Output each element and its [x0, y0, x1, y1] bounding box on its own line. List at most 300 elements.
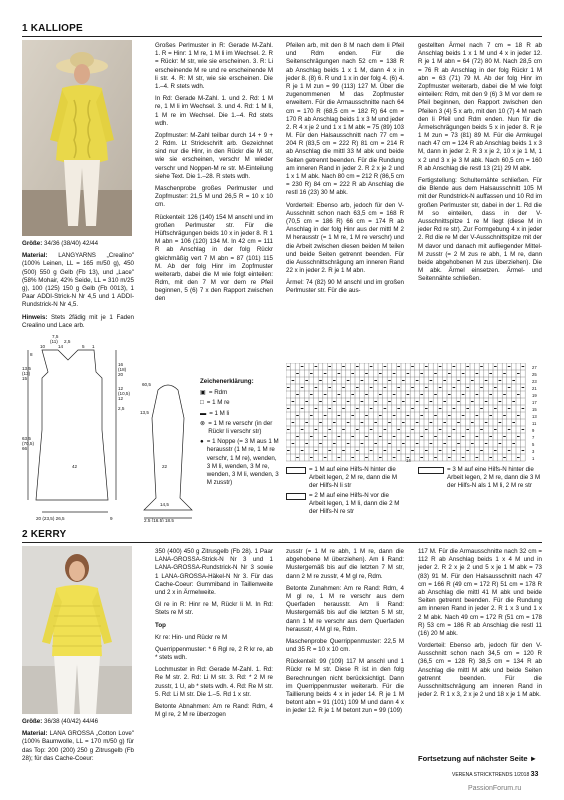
chart-stitch-mark [457, 401, 460, 402]
cable-legend-text: = 1 M auf eine Hilfs-N hinter die Arbeit legen, 2 M re, dann die M der Hilfs-N li str [309, 466, 398, 490]
chart-stitch-mark [361, 443, 364, 444]
chart-stitch-mark [480, 408, 483, 409]
chart-stitch-mark [453, 408, 456, 409]
chart-stitch-mark [434, 373, 437, 374]
legend-symbols [200, 378, 280, 487]
pattern-paragraph: Zopfmuster: M-Zahl teilbar durch 14 + 9 + 2 Rdm. Lt Strickschrift arb. Gezeichnet sind nur die Hinr, in den Rückr die M str, wie sie erscheinen, verschr M wieder verschr und Noppen-M re str. M-Einteilung siehe Text. Die 1.–28. R stets wdh. [155, 131, 273, 180]
chart-stitch-mark [328, 387, 331, 388]
chart-row-number: 15 [532, 407, 537, 412]
chart-stitch-mark [379, 436, 382, 437]
chart-stitch-mark [448, 373, 451, 374]
chart-stitch-mark [319, 443, 322, 444]
chart-stitch-mark [466, 429, 469, 430]
size-label: Größe: [22, 718, 43, 725]
column-patterns-kerry [155, 548, 273, 723]
diagram-label: 63,5 [22, 436, 31, 441]
chart-stitch-mark [384, 429, 387, 430]
chart-stitch-mark [361, 380, 364, 381]
chart-stitch-mark [448, 436, 451, 437]
chart-stitch-mark [292, 443, 295, 444]
chart-stitch-mark [351, 394, 354, 395]
chart-stitch-mark [319, 401, 322, 402]
chart-stitch-mark [522, 387, 525, 388]
size-label: Größe: [22, 240, 43, 247]
chart-stitch-mark [457, 380, 460, 381]
chart-stitch-mark [393, 373, 396, 374]
legend-item [200, 389, 280, 397]
cable-legend [286, 466, 542, 524]
pattern-paragraph: Kr re: Hin- und Rückr re M [155, 633, 228, 641]
chart-stitch-mark [319, 380, 322, 381]
chart-stitch-mark [365, 415, 368, 416]
chart-stitch-mark [494, 366, 497, 367]
chart-row-number: 27 [532, 365, 537, 370]
pattern-paragraph: Gl re in R: Hinr re M, Rückr li M. In Rd: Stets re M str. [155, 601, 273, 617]
chart-stitch-mark [379, 415, 382, 416]
chart-stitch-mark [411, 429, 414, 430]
chart-stitch-mark [296, 415, 299, 416]
chart-stitch-mark [485, 422, 488, 423]
legend-symbol-icon: ▬ [200, 409, 207, 417]
chart-stitch-mark [508, 366, 511, 367]
section-title-kerry: 2 KERRY [22, 529, 67, 540]
chart-stitch-mark [522, 450, 525, 451]
instruction-paragraph: Fertigstellung: Schulternähte schließen. Für die Blende aus dem Halsausschnitt 105 M mit der Rundstrick-N auffassen und 10 Rd im großen Perlmuster str, dabei in der 1. Rd die M so einteilen, dass in der V-Ausschnittspitze 1 re M liegt (diese M in jeder Rd re str). Zur Formgebung 4 x in jeder 2. Rd die re M der V-Ausschnittspitze mit der M davor und danach mit aufliegender Mittel-M zusstr (= 2 M zus re abh, 1 M re, dann beide abgehobenen M zus überziehen). Die M abk. Ärmel einsetzen. Ärmel- und Seitennähte schließen. [418, 177, 542, 283]
diagram-label: 20 [118, 372, 124, 377]
chart-stitch-mark [397, 366, 400, 367]
chart-stitch-mark [453, 429, 456, 430]
chart-stitch-mark [443, 422, 446, 423]
chart-stitch-mark [480, 429, 483, 430]
chart-stitch-mark [512, 422, 515, 423]
chart-stitch-mark [374, 443, 377, 444]
diagram-label: 13,5 [22, 366, 31, 371]
chart-row-number: 25 [532, 372, 537, 377]
chart-stitch-mark [310, 394, 313, 395]
chart-stitch-mark [420, 373, 423, 374]
chart-stitch-mark [315, 450, 318, 451]
chart-stitch-mark [379, 373, 382, 374]
pattern-paragraph: Lochmuster in Rd: Gerade M-Zahl. 1. Rd: Re M str. 2. Rd: Li M str. 3. Rd: * 2 M re zusstr, 1 U, ab * stets wdh. 4. Rd: Re M str. 5. Rd: Li M str. Die 1.–5. Rd 1 x str. [155, 666, 273, 698]
chart-stitch-mark [305, 443, 308, 444]
instruction-paragraph: Ärmel: 74 (82) 90 M anschl und im großen Perlmuster str. Für die aus- [286, 279, 404, 295]
chart-stitch-mark [384, 408, 387, 409]
chart-stitch-mark [439, 450, 442, 451]
chart-stitch-mark [324, 457, 327, 458]
chart-row-number: 1 [532, 456, 535, 461]
chart-stitch-mark [425, 408, 428, 409]
chart-stitch-mark [416, 443, 419, 444]
chart-stitch-mark [338, 394, 341, 395]
footer-title: VERENA STRICKTRENDS 1/2018 [452, 772, 530, 778]
chart-stitch-mark [338, 457, 341, 458]
schematic-sleeve [140, 378, 196, 522]
chart-stitch-mark [310, 373, 313, 374]
chart-stitch-mark [420, 457, 423, 458]
chart-stitch-mark [503, 436, 506, 437]
chart-stitch-mark [476, 394, 479, 395]
chart-stitch-mark [499, 443, 502, 444]
chart-stitch-mark [407, 415, 410, 416]
chart-stitch-mark [402, 422, 405, 423]
cable-legend-text: = 3 M auf eine Hilfs-N hinter die Arbeit legen, 2 M re, dann die 3 M der Hilfs-N als 1 M li, 2 M re str [447, 466, 541, 490]
watermark: PassionForum.ru [468, 785, 522, 792]
chart-stitch-mark [356, 387, 359, 388]
chart-stitch-mark [333, 443, 336, 444]
column-back-kerry [286, 548, 404, 720]
chart-stitch-mark [324, 436, 327, 437]
chart-stitch-mark [439, 366, 442, 367]
column-patterns-kalliope [155, 42, 273, 308]
chart-stitch-mark [512, 443, 515, 444]
chart-stitch-mark [328, 429, 331, 430]
chart-stitch-mark [301, 450, 304, 451]
legend-text: = 1 M li [209, 409, 230, 417]
diagram-label: 2,5 [64, 339, 71, 344]
legend-text: = 1 M re verschr (in der Rückr li verschr str) [208, 419, 273, 435]
chart-stitch-mark [443, 401, 446, 402]
chart-stitch-mark [365, 373, 368, 374]
chart-stitch-mark [351, 436, 354, 437]
instruction-paragraph: gestellten Ärmel nach 7 cm = 18 R ab Anschlag beids 1 x 1 M und 4 x in jeder 12. R je 1 M abn = 64 (72) 80 M. Nach 28,5 cm = 76 R ab Anschlag in der folg Rückr 1 M abn = 63 (71) 79 M. Ab der folg Hinr im Zopfmuster weiterarb, dabei die M wie folgt einteilen: Rdm, mit den 9 (6) 3 M vor dem re Pfeil beginnen, den Rapport zwischen den Pfeilen 3 (4) 5 x arb, mit den 10 (7) 4 M nach den li Pfeil und Rdm enden. Nun für die Ärmelschrägungen beids 5 x in jeder 8. R je 1 M zun = 73 (81) 89 M. Für die Armkugel nach 47 cm = 124 R ab Anschlag beids 1 x 3 M, dann in jeder 2. R 3 x je 2, 10 x je 1 M, 1 x 2 und 3 x je 3 M abk. Nach 60,5 cm = 160 R ab Anschlag die restl 13 (21) 29 M abk. [418, 42, 542, 172]
material-label: Material: [22, 252, 48, 260]
chart-stitch-mark [370, 408, 373, 409]
chart-stitch-mark [425, 366, 428, 367]
size-value: 34/36 (38/40) 42/44 [44, 240, 99, 247]
hint-text: Stets 2fädig mit je 1 Faden Crealino und Lace arb. [22, 313, 134, 329]
chart-stitch-mark [489, 457, 492, 458]
chart-stitch-mark [466, 408, 469, 409]
instruction-paragraph: Pfeilen arb, mit den 8 M nach dem li Pfeil und Rdm enden. Für die Seitenschrägungen nach 52 cm = 138 R ab Anschlag beids 1 x 1 M, dann 4 x in jeder 8. (8) 6. R und 1 x in der folg 4. (6) 4. R je 1 M zun = 99 (113) 127 M. Über die zugenommenen M das Zopfmuster erweitern. Für die Armausschnitte nach 64 cm = 170 R (68,5 cm = 182 R) 64 cm = 170 R ab Anschlag beids 1 x 3 M und jeder 2. R 4 x je 2 und 1 x 1 M abk = 75 (89) 103 M. Für den Halsausschnitt nach 77 cm = 204 R (83,5 cm = 222 R) 81 cm = 214 R ab Anschlag die mittl 33 M abk und beide Seiten getrennt beenden. Für die Rundung am inneren Rand in jeder 2. R 2 x je 2 und 1 x 1 M abk. Nach 80 cm = 212 R (86,5 cm = 230 R) 84 cm = 222 R ab Anschlag die restl 16 (23) 30 M abk. [286, 42, 404, 197]
chart-stitch-mark [462, 415, 465, 416]
chart-stitch-mark [443, 443, 446, 444]
chart-stitch-mark [338, 373, 341, 374]
chart-stitch-mark [462, 394, 465, 395]
chart-stitch-mark [499, 380, 502, 381]
chart-stitch-mark [476, 415, 479, 416]
chart-stitch-mark [287, 366, 290, 367]
cable-symbol-icon [286, 467, 306, 474]
diagram-label: 7,5 [52, 334, 59, 339]
column-sleeve-finishing-kalliope [418, 42, 542, 287]
chart-stitch-mark [517, 373, 520, 374]
chart-stitch-mark [305, 401, 308, 402]
chart-stitch-mark [356, 366, 359, 367]
instruction-paragraph: Vorderteil: Ebenso arb, jedoch für den V-Ausschnitt schon nach 63,5 cm = 168 R (70,5 cm = 186 R) 66 cm = 174 R ab Anschlag in der folg Hinr aus der mittl M 2 M herausstr (= 1 M re, 1 M re verschr) und die Arbeit zwischen diesen beiden M teilen und beide Seiten getrennt beenden. Für die Ausschnittschrägung am inneren Rand 22 x in jeder 2. R je 1 M abn. [286, 201, 404, 275]
chart-stitch-mark [462, 436, 465, 437]
chart-stitch-mark [379, 457, 382, 458]
chart-stitch-mark [397, 429, 400, 430]
chart-stitch-mark [448, 415, 451, 416]
chart-stitch-mark [356, 450, 359, 451]
diagram-label: 2,5 [118, 406, 125, 411]
chart-stitch-mark [287, 450, 290, 451]
chart-stitch-mark [393, 415, 396, 416]
chart-stitch-mark [402, 401, 405, 402]
chart-stitch-mark [365, 436, 368, 437]
chart-stitch-mark [370, 450, 373, 451]
chart-stitch-mark [347, 422, 350, 423]
chart-stitch-mark [420, 436, 423, 437]
chart-stitch-mark [301, 429, 304, 430]
model-photo-kalliope [22, 40, 132, 236]
chart-stitch-mark [328, 408, 331, 409]
pattern-paragraph: Großes Perlmuster in R: Gerade M-Zahl. 1. R = Hinr: 1 M re, 1 M li im Wechsel. 2. R = Rückr: M str, wie sie erscheinen. 3. R: Li erscheinende M re und re erscheinende M li str. 4. R: M str, wie sie erscheinen. Die 1.–4. R stets wdh. [155, 42, 273, 90]
chart-stitch-mark [480, 450, 483, 451]
chart-stitch-mark [356, 408, 359, 409]
chart-stitch-mark [517, 436, 520, 437]
chart-stitch-mark [517, 394, 520, 395]
chart-stitch-mark [489, 373, 492, 374]
chart-stitch-mark [287, 387, 290, 388]
column-back-front-kalliope [286, 42, 404, 300]
column-front-kerry [418, 548, 542, 703]
chart-stitch-mark [517, 457, 520, 458]
legend-symbol-icon: ▣ [200, 389, 206, 397]
legend-text: = 1 Noppe (= 3 M aus 1 M herausstr (1 M re, 1 M re verschr, 1 M re), wenden, 3 M li, wenden, 3 M re, wenden, 3 M li, wenden, 3 M zusstr) [206, 438, 279, 487]
pattern-paragraph: 350 (400) 450 g Zitrusgelb (Fb 28). 1 Paar LANA-GROSSA-Strick-N Nr 3 und 1 LANA-GROSSA-Rundstrick-N Nr 3 sowie 1 LANA-GROSSA-Häkel-N Nr 3. Für das Cache-Coeur: Gummiband in Taillenweite und 2 x in Ärmelweite. [155, 548, 273, 596]
instruction-paragraph: Vorderteil: Ebenso arb, jedoch für den V-Ausschnitt schon nach 34,5 cm = 120 R (36,5 cm = 128 R) 38,5 cm = 134 R ab Anschlag die mittl M abk und beide Seiten getrennt beenden. Für die Ausschnittschrägung am inneren Rand in jeder 2. R 1 x 3, 2 x je 2 und 18 x je 1 M abk. [418, 642, 542, 699]
chart-stitch-mark [471, 380, 474, 381]
chart-stitch-mark [342, 450, 345, 451]
chart-stitch-mark [374, 401, 377, 402]
chart-stitch-mark [296, 457, 299, 458]
chart-stitch-mark [508, 429, 511, 430]
page-number: 33 [530, 771, 539, 778]
chart-stitch-mark [397, 408, 400, 409]
section-divider [22, 36, 542, 37]
column-materials-kerry [22, 718, 134, 767]
chart-stitch-mark [439, 408, 442, 409]
chart-stitch-mark [508, 408, 511, 409]
chart-stitch-mark [485, 443, 488, 444]
chart-stitch-mark [388, 443, 391, 444]
knitting-chart [286, 363, 542, 463]
chart-stitch-mark [476, 436, 479, 437]
diagram-label: 13,5 [140, 410, 149, 415]
chart-stitch-mark [310, 457, 313, 458]
chart-stitch-mark [448, 394, 451, 395]
legend-text: = Rdm [208, 389, 228, 397]
chart-stitch-mark [370, 366, 373, 367]
chart-stitch-mark [476, 373, 479, 374]
chart-stitch-mark [305, 380, 308, 381]
chart-stitch-mark [462, 457, 465, 458]
chart-stitch-mark [453, 366, 456, 367]
chart-stitch-mark [508, 387, 511, 388]
chart-stitch-mark [416, 380, 419, 381]
chart-stitch-mark [361, 422, 364, 423]
chart-stitch-mark [324, 415, 327, 416]
diagram-label: 15 [22, 376, 28, 381]
chart-stitch-mark [397, 387, 400, 388]
chart-row-number: 23 [532, 379, 537, 384]
chart-row-number: 9 [532, 428, 535, 433]
chart-stitch-mark [494, 450, 497, 451]
chart-stitch-mark [430, 401, 433, 402]
chart-stitch-mark [328, 450, 331, 451]
legend-item [200, 410, 280, 418]
chart-row-number: 13 [532, 414, 537, 419]
chart-stitch-mark [365, 394, 368, 395]
diagram-label: 9 [110, 516, 113, 521]
chart-stitch-mark [374, 380, 377, 381]
chart-stitch-mark [370, 429, 373, 430]
legend-item [200, 438, 280, 487]
chart-stitch-mark [448, 457, 451, 458]
legend-symbol-icon: ● [200, 438, 204, 446]
chart-stitch-mark [425, 429, 428, 430]
chart-stitch-mark [462, 373, 465, 374]
size-value: 36/38 (40/42) 44/46 [44, 718, 99, 725]
chart-stitch-mark [342, 387, 345, 388]
chart-stitch-mark [489, 394, 492, 395]
chart-row-number: 17 [532, 400, 537, 405]
diagram-label: 10 [40, 344, 46, 349]
chart-stitch-mark [434, 415, 437, 416]
chart-stitch-mark [517, 415, 520, 416]
chart-stitch-mark [338, 436, 341, 437]
chart-stitch-mark [361, 401, 364, 402]
chart-stitch-mark [310, 415, 313, 416]
subheading-top: Top [155, 621, 166, 629]
chart-stitch-mark [342, 366, 345, 367]
chart-stitch-mark [301, 366, 304, 367]
cable-legend-text: = 2 M auf eine Hilfs-N vor die Arbeit legen, 1 M li, dann die 2 M der Hilfs-N re str [309, 492, 400, 516]
chart-stitch-mark [434, 394, 437, 395]
chart-stitch-mark [443, 380, 446, 381]
chart-stitch-mark [503, 373, 506, 374]
chart-stitch-mark [315, 408, 318, 409]
pattern-paragraph: Betonte Abnahmen: Am re Rand: Rdm, 4 M gl re, 2 M re überzogen [155, 703, 273, 719]
chart-stitch-mark [379, 394, 382, 395]
chart-stitch-mark [466, 387, 469, 388]
section-divider [22, 542, 542, 543]
diagram-label: 1 [92, 344, 95, 349]
chart-stitch-mark [522, 408, 525, 409]
chart-row-number: 11 [532, 421, 537, 426]
instruction-paragraph: Maschenprobe Querrippenmuster: 22,5 M und 35 R = 10 x 10 cm. [286, 637, 404, 654]
diagram-label: 20 (23,5) 26,5 [36, 516, 65, 521]
diagram-label: 8 [30, 352, 33, 357]
chart-stitch-mark [365, 457, 368, 458]
chart-stitch-mark [388, 422, 391, 423]
chart-stitch-mark [393, 394, 396, 395]
material-text: LANA GROSSA „Cotton Love" (100% Baumwolle, LL = 170 m/50 g) für das Top: 200 (200) 250 g Zitrusgelb (Fb 28); für das Cache-Coeur: [22, 730, 134, 762]
chart-stitch-mark [347, 380, 350, 381]
pattern-paragraph: Rückenteil: 126 (140) 154 M anschl und im großen Perlmuster str. Für die Hüftschrägungen beids 10 x in jeder 8. R 1 M abn = 106 (120) 134 M. In 42 cm = 111 R ab Anschlag in der folg Rückr gleichmäßig vert 7 M abn = 87 (101) 115 M. Ab der folg Hinr im Zopfmuster weiterarb, dabei die M wie folgt einteilen: Rdm, mit den 7 M vor dem re Pfeil beginnen, 5 (6) 7 x den Rapport zwischen den [155, 213, 273, 303]
chart-stitch-mark [522, 429, 525, 430]
chart-stitch-mark [402, 380, 405, 381]
chart-stitch-mark [356, 429, 359, 430]
chart-stitch-mark [485, 401, 488, 402]
chart-stitch-mark [315, 429, 318, 430]
chart-stitch-mark [466, 366, 469, 367]
instruction-paragraph: 117 M. Für die Armausschnitte nach 32 cm = 112 R ab Anschlag beids 1 x 4 M und in jeder 2. R 2 x je 2 und 5 x je 1 M abk = 73 (83) 91 M. Für den Halsausschnitt nach 47 cm = 166 R (49 cm = 172 R) 51 cm = 178 R ab Anschlag die mittl 41 M abk und beide Seiten getrennt beenden. Für die Rundung am inneren Rand in jeder 2. R 1 x 3 und 1 x 2 M abk. Nach 49 cm = 172 R (51 cm = 178 R) 53 cm = 186 R ab Anschlag die restl 11 (16) 20 M abk. [418, 548, 542, 637]
chart-stitch-mark [411, 450, 414, 451]
legend-title: Zeichenerklärung: [200, 378, 254, 385]
chart-stitch-mark [393, 436, 396, 437]
instruction-paragraph: Betonte Zunahmen: Am re Rand: Rdm, 4 M gl re, 1 M re verschr aus dem Querfaden herausstr. Am li Rand: Mustergemäß bis auf die letzten 5 M str, dann 1 M re verschr aus dem Querfaden herausstr, 4 M gl re, Rdm. [286, 584, 404, 633]
cable-legend-item [286, 466, 404, 491]
chart-stitch-mark [305, 422, 308, 423]
diagram-label: 66 [22, 446, 28, 451]
chart-stitch-mark [292, 422, 295, 423]
hint-label: Hinweis: [22, 313, 48, 321]
cable-symbol-icon [418, 467, 444, 474]
chart-stitch-mark [296, 436, 299, 437]
chart-stitch-mark [503, 415, 506, 416]
chart-stitch-mark [407, 394, 410, 395]
chart-stitch-mark [319, 422, 322, 423]
chart-stitch-mark [374, 422, 377, 423]
section-title-kalliope: 1 KALLIOPE [22, 23, 83, 34]
chart-stitch-mark [388, 380, 391, 381]
instruction-paragraph: zusstr (= 1 M re abh, 1 M re, dann die abgehobene M überziehen). Am li Rand: Mustergemäß bis auf die letzten 7 M str, dann 2 M re zusstr, 4 M gl re, Rdm. [286, 548, 404, 580]
diagram-label: 14,5 [160, 502, 169, 507]
chart-stitch-mark [430, 443, 433, 444]
chart-stitch-mark [384, 387, 387, 388]
chart-stitch-mark [411, 387, 414, 388]
diagram-label: 12 [118, 396, 124, 401]
schematic-front-back [22, 330, 134, 522]
chart-stitch-mark [347, 401, 350, 402]
chart-stitch-mark [384, 450, 387, 451]
chart-stitch-mark [453, 450, 456, 451]
chart-repeat-label: 14 [406, 458, 411, 463]
chart-stitch-mark [439, 387, 442, 388]
chart-stitch-mark [489, 436, 492, 437]
chart-stitch-mark [434, 457, 437, 458]
diagram-label: 2,5 (16,5) 18,5 [144, 518, 174, 522]
diagram-label: (18) [118, 367, 127, 372]
chart-stitch-mark [411, 408, 414, 409]
diagram-label: 12 [118, 386, 124, 391]
chart-stitch-mark [384, 366, 387, 367]
chart-stitch-mark [476, 457, 479, 458]
chart-stitch-mark [439, 429, 442, 430]
chart-stitch-mark [315, 366, 318, 367]
chart-stitch-mark [301, 387, 304, 388]
chart-stitch-mark [489, 415, 492, 416]
chart-stitch-mark [480, 387, 483, 388]
chart-row-number: 5 [532, 442, 535, 447]
chart-row-number: 3 [532, 449, 535, 454]
chart-stitch-mark [292, 401, 295, 402]
chart-stitch-mark [425, 450, 428, 451]
legend-item [200, 399, 280, 407]
chart-stitch-mark [338, 415, 341, 416]
chart-stitch-mark [485, 380, 488, 381]
legend-item [200, 420, 280, 436]
legend-symbol-icon: □ [200, 399, 204, 407]
chart-stitch-mark [287, 408, 290, 409]
continued-next-page: Fortsetzung auf nächster Seite ► [418, 754, 538, 763]
chart-stitch-mark [416, 401, 419, 402]
chart-stitch-mark [471, 443, 474, 444]
diagram-label: (13) [22, 371, 31, 376]
chart-stitch-mark [351, 415, 354, 416]
cable-symbol-icon [286, 493, 306, 500]
chart-stitch-mark [296, 373, 299, 374]
cable-legend-item [286, 492, 404, 517]
chart-stitch-mark [407, 436, 410, 437]
chart-stitch-mark [342, 408, 345, 409]
chart-stitch-mark [499, 422, 502, 423]
chart-stitch-mark [333, 380, 336, 381]
chart-row-number: 21 [532, 386, 537, 391]
chart-stitch-mark [457, 422, 460, 423]
